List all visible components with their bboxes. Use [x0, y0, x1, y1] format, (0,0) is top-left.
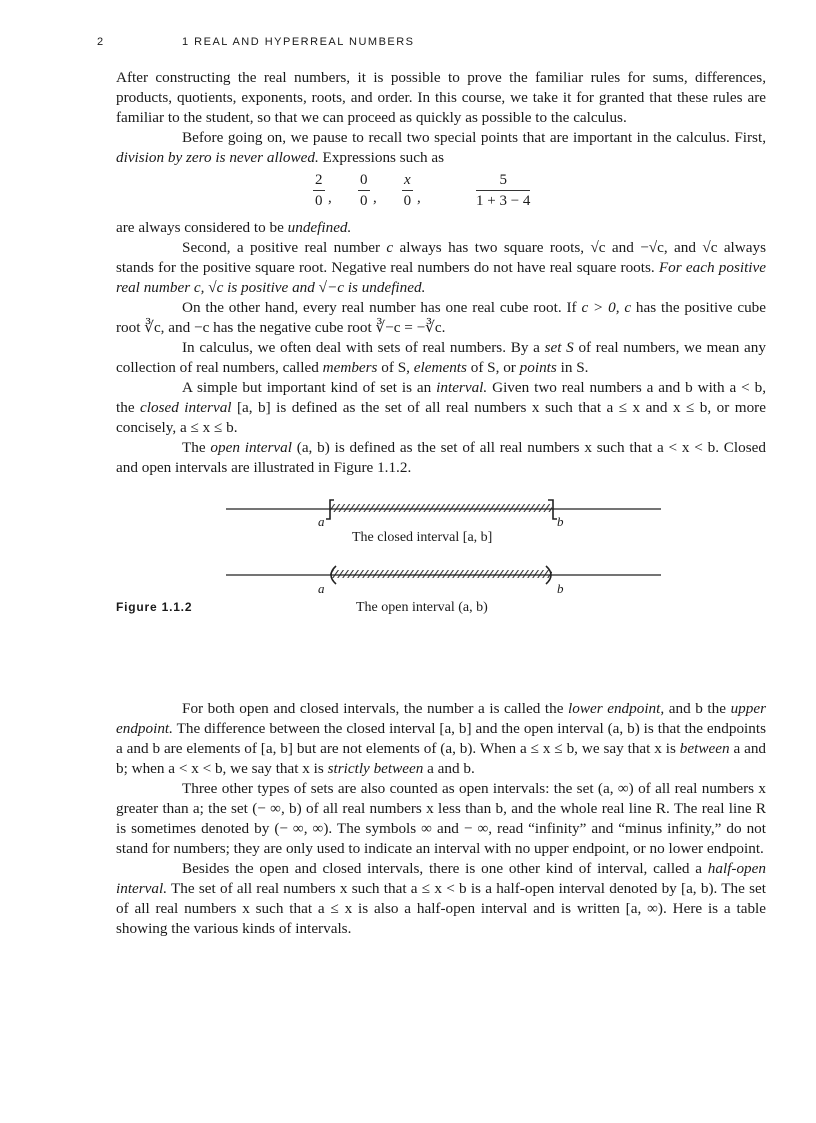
figure-intervals — [116, 492, 766, 667]
paragraph: Second, a positive real number c always has two square roots, √c and −√c, and √c always stands for the positive square root. Negative real numbers do not have real square roots. For each positive real number c, √c is positive and √−c is undefined. — [116, 239, 766, 296]
page-body — [116, 68, 766, 939]
closed-point-a: a — [318, 514, 325, 529]
separator: , — [417, 190, 421, 206]
separator: , — [328, 190, 332, 206]
paragraph: are always considered to be undefined. — [116, 219, 352, 236]
fraction: $\frac{x}{0}$ — [403, 172, 412, 209]
chapter-title: 1 REAL AND HYPERREAL NUMBERS — [182, 36, 415, 48]
open-point-a: a — [318, 581, 325, 596]
fraction: $\frac{0}{0}$ — [360, 172, 368, 209]
figure-label: Figure 1.1.2 — [116, 600, 193, 614]
fraction: $\frac{2}{0}$ — [315, 172, 323, 209]
paragraph: The open interval (a, b) is defined as the set of all real numbers x such that a < x < b. Closed and open intervals are illustrated in Figure 1.1.2. — [116, 439, 766, 476]
fraction-examples — [116, 170, 766, 214]
paragraph: On the other hand, every real number has one real cube root. If c > 0, c has the positive cube root ∛c, and −c has the negative cube root ∛−c = −∛c. — [116, 299, 767, 336]
paragraph: For both open and closed intervals, the number a is called the lower endpoint, and b the upper endpoint. The difference between the closed interval [a, b] and the open interval (a, b) is that the endpoints a and b are elements of [a, b] but are not elements of (a, b). When a ≤ x ≤ b, we say that x is between a and b; when a < x < b, we say that x is strictly between a and b. — [116, 700, 767, 777]
closed-point-b: b — [557, 514, 564, 529]
closed-interval-caption: The closed interval [a, b] — [352, 530, 493, 545]
paragraph: Before going on, we pause to recall two special points that are important in the calculus. First, division by zero is never allowed. Expressions such as — [116, 129, 766, 166]
paragraph: A simple but important kind of set is an interval. Given two real numbers a and b with a < b, the closed interval [a, b] is defined as the set of all real numbers x such that a ≤ x and x ≤ b, or more concisely, a ≤ x ≤ b. — [116, 379, 766, 436]
separator: , — [373, 190, 377, 206]
open-point-b: b — [557, 581, 564, 596]
paragraph: In calculus, we often deal with sets of real numbers. By a set S of real numbers, we mean any collection of real numbers, called members of S, elements of S, or points in S. — [116, 339, 766, 376]
paragraph: Besides the open and closed intervals, there is one other kind of interval, called a half-open interval. The set of all real numbers x such that a ≤ x < b is a half-open interval denoted by [a, b). The set of all real numbers x such that a ≤ x is also a half-open interval and is written [a, ∞). Here is a table showing the various kinds of intervals. — [116, 860, 766, 937]
fraction: $\frac{5}{1 + 3 - 4}$ — [476, 172, 531, 209]
closed-interval-line — [226, 500, 661, 519]
open-interval-line — [226, 566, 661, 584]
running-header — [0, 36, 816, 52]
page-number: 2 — [97, 36, 105, 48]
paragraph: Three other types of sets are also counted as open intervals: the set (a, ∞) of all real numbers x greater than a; the set (− ∞, b) of all real numbers x less than b, and the whole real line R. The real line R is sometimes denoted by (− ∞, ∞). The symbols ∞ and − ∞, read “infinity” and “minus infinity,” do not stand for numbers; they are only used to indicate an interval with no upper endpoint, or no lower endpoint. — [116, 780, 766, 857]
paragraph: After constructing the real numbers, it is possible to prove the familiar rules for sums, differences, products, quotients, exponents, roots, and order. In this course, we take it for granted that these rules are familiar to the student, so that we can proceed as quickly as possible to the calculus. — [116, 69, 766, 126]
open-interval-caption: The open interval (a, b) — [356, 600, 488, 615]
interval-diagram — [116, 492, 766, 667]
